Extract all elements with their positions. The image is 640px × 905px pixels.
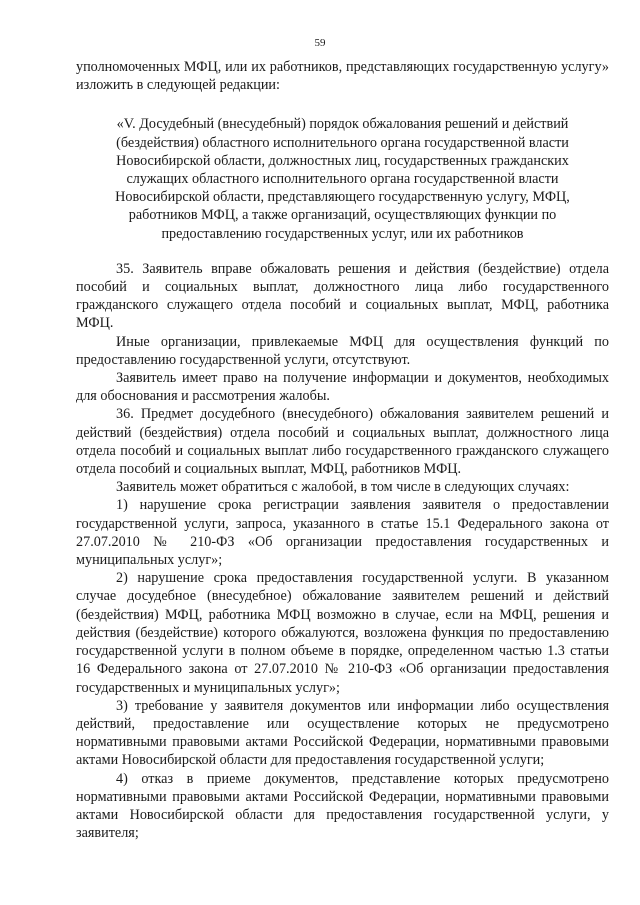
- list-item-4: 4) отказ в приеме документов, представление которых предусмотрено нормативными правовыми актами Российской Федерации, нормативными правовыми актами Новосибирской области для предоставления государственной услуги, у заявителя;: [76, 770, 609, 842]
- intro-paragraph: уполномоченных МФЦ, или их работников, представляющих государственную услугу» изложить в следующей редакции:: [76, 59, 609, 94]
- document-body: [76, 58, 609, 842]
- page-number: 59: [314, 37, 326, 49]
- paragraph-36: 36. Предмет досудебного (внесудебного) обжалования заявителем решений и действий (бездействия) отдела пособий и социальных выплат, должностного лица отдела пособий и социальных выплат либо государственного гражданского служащего отдела пособий и социальных выплат, МФЦ, работников МФЦ.: [76, 406, 609, 478]
- list-item-2: 2) нарушение срока предоставления государственной услуги. В указанном случае досудебное (внесудебное) обжалование заявителем решений и действий (бездействия) МФЦ, работника МФЦ возможно в случае, если на МФЦ, решения и действия (бездействие) которого обжалуются, возложена функция по предоставлению государственной услуги в полном объеме в порядке, определенном частью 1.3 статьи 16 Федерального закона от 27.07.2010 № 210-ФЗ «Об организации предоставления государственных и муниципальных услуг»;: [76, 570, 609, 696]
- paragraph-complaint-cases: Заявитель может обратиться с жалобой, в том числе в следующих случаях:: [116, 479, 570, 496]
- paragraph-other-organizations: Иные организации, привлекаемые МФЦ для осуществления функций по предоставлению государственной услуги, отсутствуют.: [76, 333, 609, 368]
- paragraph-35: 35. Заявитель вправе обжаловать решения и действия (бездействие) отдела пособий и социальных выплат, должностного лица либо государственного гражданского служащего отдела пособий и социальных выплат, МФЦ, работника МФЦ.: [76, 260, 609, 332]
- list-item-1: 1) нарушение срока регистрации заявления заявителя о предоставлении государственной услуги, запроса, указанного в статье 15.1 Федерального закона от 27.07.2010 № 210-ФЗ «Об организации предоставления государственных и муниципальных услуг»;: [76, 497, 609, 569]
- section-heading: «V. Досудебный (внесудебный) порядок обжалования решений и действий (бездействия) областного исполнительного органа государственной власти Новосибирской области, должностных лиц, государственных гражданских служащих областного исполнительного органа государственной власти Новосибирской области, представляющего государственную услугу, МФЦ, работников МФЦ, а также организаций, осуществляющих функции по предоставлению государственных услуг, или их работников: [115, 116, 570, 242]
- paragraph-applicant-right: Заявитель имеет право на получение информации и документов, необходимых для обоснования и рассмотрения жалобы.: [76, 370, 609, 405]
- list-item-3: 3) требование у заявителя документов или информации либо осуществления действий, предоставление или осуществление которых не предусмотрено нормативными правовыми актами Российской Федерации, нормативными правовыми актами Новосибирской области для предоставления государственной услуги;: [76, 697, 609, 769]
